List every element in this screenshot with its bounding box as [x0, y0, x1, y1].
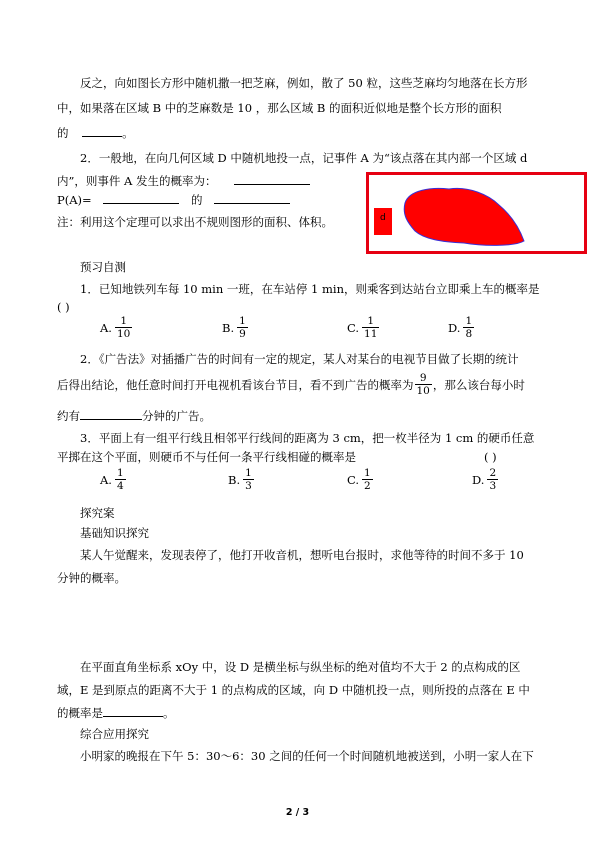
explore-p2-line3-text: 的概率是: [57, 706, 103, 720]
formula-mid: 的: [190, 193, 203, 207]
denominator: 11: [364, 328, 378, 340]
denominator: 10: [416, 385, 430, 397]
option-fraction: [115, 315, 132, 340]
q2-line3: [57, 409, 211, 423]
option-fraction: [463, 315, 474, 340]
explore-p3-line1: 小明家的晚报在下午 5：30～6：30 之间的任何一个时间随机地被送到，小明一家人在下: [80, 749, 534, 763]
para1-line1: 反之，向如图长方形中随机撒一把芝麻，例如，散了 50 粒，这些芝麻均匀地落在长方形: [80, 76, 528, 90]
option-letter: C.: [347, 472, 360, 487]
denominator: 2: [364, 480, 371, 492]
numerator: 1: [239, 315, 246, 327]
q3-option-a: [100, 467, 126, 492]
q2-line2-tail: ，那么该台每小时: [432, 377, 525, 392]
q1-option-d: [448, 315, 474, 340]
region-figure: [366, 172, 587, 254]
period: 。: [122, 126, 134, 140]
denominator: 4: [116, 480, 124, 492]
denominator: 10: [116, 328, 131, 340]
explore-title: 探究案: [80, 506, 115, 520]
para2-line1: 2．一般地，在向几何区域 D 中随机地投一点，记事件 A 为“该点落在其内部一个区域 d: [80, 151, 528, 165]
q2-line2: [57, 372, 525, 397]
q1-option-c: [347, 315, 379, 340]
q3-option-c: [347, 467, 373, 492]
option-fraction: [487, 467, 498, 492]
numerator: 9: [415, 372, 432, 385]
numerator: 1: [115, 315, 132, 328]
para2-line2: [57, 174, 310, 188]
region-d-label: d: [380, 213, 386, 223]
option-letter: D.: [472, 472, 485, 487]
preview-title: 预习自测: [80, 260, 126, 274]
numerator: 1: [362, 315, 379, 328]
para2-line2-text: 内”，则事件 A 发生的概率为：: [57, 174, 217, 188]
denominator: 3: [245, 480, 252, 492]
answer-blank: [234, 174, 310, 185]
option-fraction: [115, 467, 126, 492]
q2-fraction: [415, 372, 432, 397]
q3-line1: 3．平面上有一组平行线且相邻平行线间的距离为 3 cm，把一枚半径为 1 cm 的硬币任意: [80, 431, 535, 445]
explore-p2-line3: [57, 706, 175, 720]
formula-line: [57, 193, 290, 207]
denominator: 3: [489, 480, 497, 492]
option-fraction: [362, 315, 379, 340]
q2-line3-text: 约有: [57, 409, 80, 423]
explore-p2-line3-tail: 。: [163, 706, 175, 720]
option-fraction: [237, 315, 248, 340]
explore-p1-line2: 分钟的概率。: [57, 571, 126, 585]
region-shape: [404, 188, 524, 245]
q1-option-a: [100, 315, 132, 340]
q3-line2: 平掷在这个平面，则硬币不与任何一条平行线相碰的概率是: [57, 450, 356, 464]
numerator: 1: [465, 315, 473, 327]
answer-blank: [103, 706, 163, 717]
answer-blank: [80, 409, 142, 420]
option-letter: D.: [448, 320, 461, 335]
q3-paren: ( ): [484, 450, 497, 464]
note-line: 注：利用这个定理可以求出不规则图形的面积、体积。: [57, 215, 333, 229]
answer-blank: [103, 193, 179, 204]
numerator: 1: [116, 467, 124, 479]
answer-blank: [82, 126, 122, 137]
explore-p2-line2: 域，E 是到原点的距离不大于 1 的点构成的区域，向 D 中随机投一点，则所投的点落在 E 中: [57, 683, 530, 697]
q2-line1: 2．《广告法》对插播广告的时间有一定的规定，某人对某台的电视节目做了长期的统计: [80, 352, 519, 366]
para1-line3: [57, 126, 134, 140]
para1-line2: 中，如果落在区域 B 中的芝麻数是 10 ，那么区域 B 的面积近似地是整个长方形的面积: [57, 101, 502, 115]
denominator: 8: [465, 328, 473, 340]
region-svg: [369, 175, 584, 251]
option-letter: B.: [228, 472, 241, 487]
explore-p2-line1: 在平面直角坐标系 xOy 中，设 D 是横坐标与纵坐标的绝对值均不大于 2 的点构成的区: [80, 660, 521, 674]
para1-line3-text: 的: [57, 126, 69, 140]
q1-option-b: [222, 315, 248, 340]
app-title: 综合应用探究: [80, 727, 149, 741]
numerator: 1: [245, 467, 252, 479]
formula-left: P(A)=: [57, 193, 92, 207]
q2-line2-text: 后得出结论，他任意时间打开电视机看该台节目，看不到广告的概率为: [57, 377, 414, 392]
option-fraction: [362, 467, 373, 492]
q2-line3-tail: 分钟的广告。: [142, 409, 211, 423]
denominator: 9: [239, 328, 246, 340]
page-number: 2 / 3: [285, 807, 310, 818]
numerator: 2: [489, 467, 497, 479]
option-letter: B.: [222, 320, 235, 335]
q1-line2: ( ): [57, 300, 70, 314]
answer-blank: [214, 193, 290, 204]
option-letter: C.: [347, 320, 360, 335]
q3-option-b: [228, 467, 254, 492]
numerator: 1: [364, 467, 371, 479]
basic-title: 基础知识探究: [80, 526, 149, 540]
option-fraction: [243, 467, 254, 492]
option-letter: A.: [100, 472, 112, 487]
q3-option-d: [472, 467, 498, 492]
explore-p1-line1: 某人午觉醒来，发现表停了，他打开收音机，想听电台报时，求他等待的时间不多于 10: [80, 548, 524, 562]
q1-line1: 1．已知地铁列车每 10 min 一班，在车站停 1 min，则乘客到达站台立即乘上车的概率是: [80, 282, 540, 296]
option-letter: A.: [100, 320, 112, 335]
